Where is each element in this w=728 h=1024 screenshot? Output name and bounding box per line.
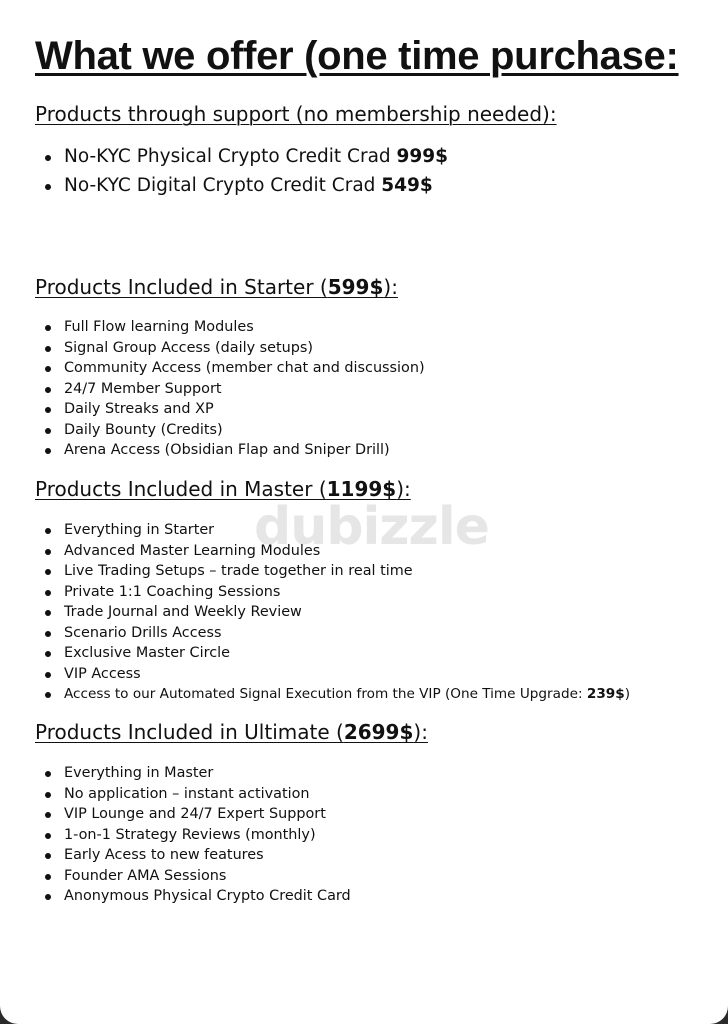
list-item: Trade Journal and Weekly Review: [43, 602, 630, 623]
list-item: 1-on-1 Strategy Reviews (monthly): [43, 825, 351, 846]
list-item: No-KYC Digital Crypto Credit Crad 549$: [43, 171, 448, 200]
list-item: VIP Access: [43, 664, 630, 685]
list-item: Advanced Master Learning Modules: [43, 541, 630, 562]
list-item: Early Acess to new features: [43, 845, 351, 866]
list-item: No application – instant activation: [43, 784, 351, 805]
list-item: Community Access (member chat and discussion): [43, 358, 425, 379]
support-list: [43, 142, 448, 200]
list-item: Access to our Automated Signal Execution from the VIP (One Time Upgrade: 239$): [43, 684, 630, 705]
master-price: 1199$: [326, 477, 397, 501]
list-item: Founder AMA Sessions: [43, 866, 351, 887]
page-title: What we offer (one time purchase:: [35, 34, 679, 78]
list-item: Daily Streaks and XP: [43, 399, 425, 420]
ultimate-heading: Products Included in Ultimate (2699$):: [35, 720, 428, 744]
list-item: Live Trading Setups – trade together in real time: [43, 561, 630, 582]
ultimate-list: [43, 763, 351, 907]
master-list: [43, 520, 630, 705]
list-item: Anonymous Physical Crypto Credit Card: [43, 886, 351, 907]
starter-price: 599$: [327, 275, 384, 299]
list-item: Arena Access (Obsidian Flap and Sniper Drill): [43, 440, 425, 461]
upgrade-price: 239$: [586, 686, 625, 702]
list-item: Daily Bounty (Credits): [43, 420, 425, 441]
list-item: Everything in Master: [43, 763, 351, 784]
price: 549$: [381, 175, 433, 196]
list-item: Signal Group Access (daily setups): [43, 338, 425, 359]
list-item: Everything in Starter: [43, 520, 630, 541]
price: 999$: [396, 146, 449, 167]
list-item: Exclusive Master Circle: [43, 643, 630, 664]
master-heading: Products Included in Master (1199$):: [35, 477, 411, 501]
list-item: No-KYC Physical Crypto Credit Crad 999$: [43, 142, 448, 171]
list-item: Full Flow learning Modules: [43, 317, 425, 338]
starter-heading: Products Included in Starter (599$):: [35, 275, 398, 299]
support-heading: Products through support (no membership needed):: [35, 102, 557, 126]
list-item: Private 1:1 Coaching Sessions: [43, 582, 630, 603]
watermark: dubizzle: [254, 497, 489, 557]
list-item: 24/7 Member Support: [43, 379, 425, 400]
list-item: Scenario Drills Access: [43, 623, 630, 644]
ultimate-price: 2699$: [343, 720, 414, 744]
list-item: VIP Lounge and 24/7 Expert Support: [43, 804, 351, 825]
starter-list: [43, 317, 425, 461]
